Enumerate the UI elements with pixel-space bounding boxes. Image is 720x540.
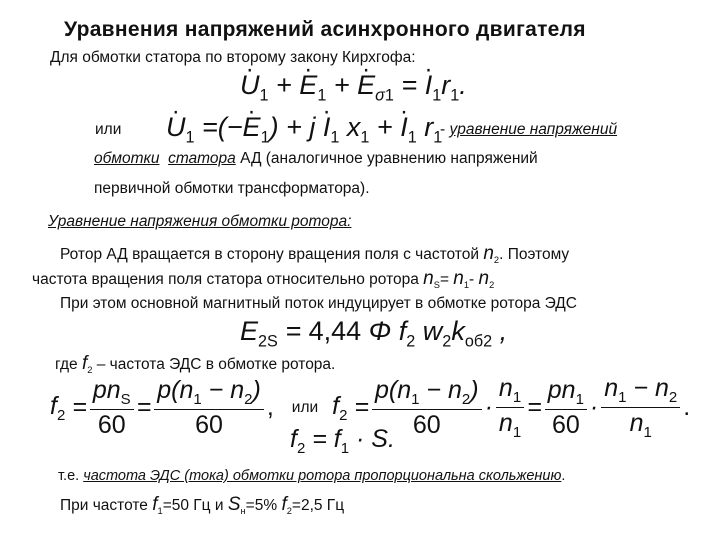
page-title: Уравнения напряжений асинхронного двигателя [64,18,586,41]
or-label-1: или [95,121,122,138]
stator-desc-line2: обмотки статора АД (аналогичное уравнению напряжений [94,150,538,167]
stator-voltage-equation: · $U_1$ =(−· $E_1) + j \cdot I_1$ $x_1$ + · $I_1$ $r_1$ [166,112,442,147]
example-text: При частоте $f_1=50$ Гц и $S_н=5\%$ $f_2=2,5$ Гц [60,494,345,517]
rotor-par-line2: частота вращения поля статора относительно ротора $n_S= n_1-$ $n_2$ [32,268,495,291]
conclusion-text: т.е. частота ЭДС (тока) обмотки ротора пропорциональна скольжению. [58,468,566,484]
stator-kirchhoff-equation: · $U_1$ + · $E_1$ + · $E_{\sigma 1}$ = · $I_1r_1$. [240,70,467,105]
intro-text: Для обмотки статора по второму закону Кирхгофа: [50,49,416,66]
rotor-par-line1: Ротор АД вращается в сторону вращения поля с частотой $n_2$. Поэтому [60,243,570,266]
stator-desc-line3: первичной обмотки трансформатора). [94,180,370,197]
rotor-par-line3: При этом основной магнитный поток индуцирует в обмотке ротора ЭДС [60,295,577,312]
rotor-frequency-slip-equation: $f_2 = f_1 \cdot S$. [290,425,395,457]
rotor-frequency-derivation: $f_2$ = $\frac{pn_S}{60}$ = $\frac{p(n_1 - n_2)}{60}$ , или $f_2$ = $\frac{p(n_1 - n_2)}{60}$ · $\frac{n_1}{n_1}$ = $\frac{pn_1}{60}$ · $\frac{n_1 - n_2}{n_1}$ . [50,374,691,441]
stator-desc-line1: - уравнение напряжений [440,121,618,138]
rotor-heading: Уравнение напряжения обмотки ротора: [48,213,352,230]
rotor-frequency-note: где $f_2$ – частота ЭДС в обмотке ротора. [55,353,336,376]
rotor-emf-equation: $E_{2S} = 4,44$ Φ $f_2$ $w_2k_{об2}$ , [240,316,508,351]
